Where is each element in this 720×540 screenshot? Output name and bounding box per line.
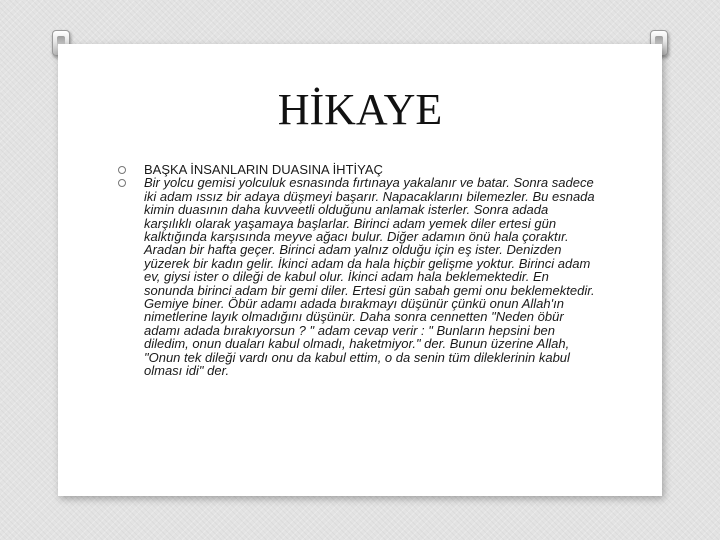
hollow-circle-bullet-icon — [118, 166, 126, 174]
bullet-text: Bir yolcu gemisi yolculuk esnasında fırtınaya yakalanır ve batar. Sonra sadece iki adam ıssız bir adaya düşmeyi başarır. Napacaklarını bilemezler. Bu esnada kimin duasının daha kuvveetli olduğunu anlamak isterler. Sonra adada karşılıklı olarak yaşamaya başlarlar. Birinci adam yemek diler ertesi gün kalktığında karşısında meyve ağacı bulur. Diğer adamın önü hala çoraktır. Aradan bir hafta geçer. Birinci adam yalnız olduğu için eş ister. Denizden yüzerek bir kadın gelir. İkinci adam da hala hiçbir gelişme yoktur. Birinci adam ev, giysi ister o dileği de kabul olur. İkinci adam hala beklemektedir. En sonunda birinci adam bir gemi diler. Ertesi gün sabah gemi onu beklemektedir. Gemiye biner. Öbür adamı adada bırakmayı düşünür çünkü onun Allah'ın nimetlerine layık olmadığını düşünür. Daha sonra cennetten "Neden öbür adamı adada bırakıyorsun ? " adam cevap verir : " Bunların hepsini ben diledim, onun duaları kabul olmadı, haketmiyor." der. Bunun üzerine Allah, "Onun tek dileği vardı onu da kabul ettim, o da senin tüm dileklerinin kabul olması idi" der. — [144, 175, 595, 379]
bullet-text: BAŞKA İNSANLARIN DUASINA İHTİYAÇ — [144, 162, 383, 177]
hollow-circle-bullet-icon — [118, 179, 126, 187]
bullet-list — [118, 163, 598, 378]
bullet-item — [118, 176, 598, 377]
slide-paper — [58, 44, 662, 496]
bullet-item — [118, 163, 598, 176]
slide-title: HİKAYE — [277, 85, 443, 134]
